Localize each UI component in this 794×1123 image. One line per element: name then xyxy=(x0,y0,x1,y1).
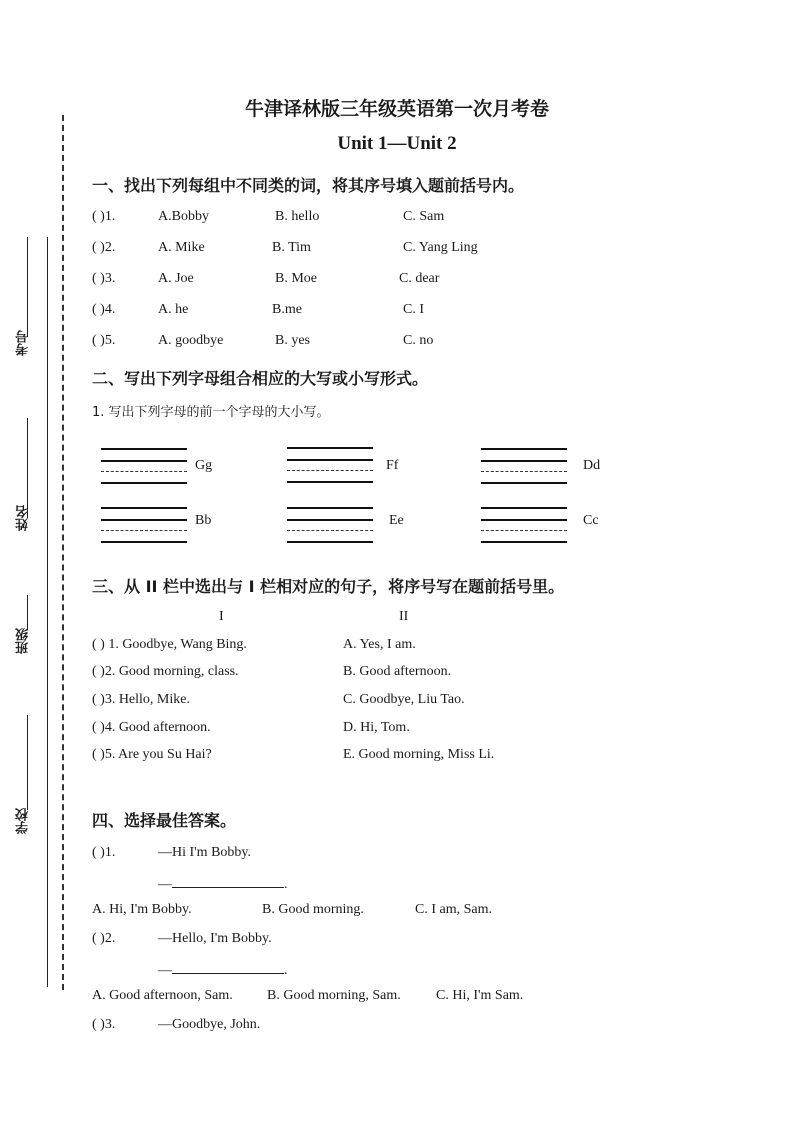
s4-q1-option-a: A. Hi, I'm Bobby. xyxy=(92,902,192,917)
letter-cc: Cc xyxy=(583,513,599,528)
letter-gg: Gg xyxy=(195,458,213,473)
s3-right-b: B. Good afternoon. xyxy=(343,664,452,679)
s1-q3-num: ( )3. xyxy=(92,271,116,286)
s4-q2-blank[interactable] xyxy=(172,961,284,974)
s3-left-1: ( ) 1. Goodbye, Wang Bing. xyxy=(92,637,247,652)
section1-heading: 一、找出下列每组中不同类的词，将其序号填入题前括号内。 xyxy=(92,176,525,195)
s1-q2-a: A. Mike xyxy=(158,240,205,255)
page-title: 牛津译林版三年级英语第一次月考卷 xyxy=(244,99,549,120)
s1-q2-b: B. Tim xyxy=(272,240,311,255)
s1-q5-a: A. goodbye xyxy=(158,333,224,348)
s4-q2-option-c: C. Hi, I'm Sam. xyxy=(436,988,524,1003)
s4-q2-num: ( )2. xyxy=(92,931,116,946)
s1-q5-c: C. no xyxy=(403,333,434,348)
s1-q5-num: ( )5. xyxy=(92,333,116,348)
s4-q2-option-a: A. Good afternoon, Sam. xyxy=(92,988,233,1003)
side-label-banji: 班级 xyxy=(16,628,31,654)
column-i-label: I xyxy=(219,609,224,624)
s4-q2-option-b: B. Good morning, Sam. xyxy=(267,988,401,1003)
s1-q4-c: C. I xyxy=(403,302,424,317)
writing-lines-4 xyxy=(101,505,189,545)
side-label-kaohao: 考号 xyxy=(16,330,31,356)
s4-q2-dash: — xyxy=(158,963,172,978)
s1-q1-num: ( )1. xyxy=(92,209,116,224)
s1-q4-a: A. he xyxy=(158,302,189,317)
section2-instruction: 1. 写出下列字母的前一个字母的大小写。 xyxy=(92,405,330,420)
writing-lines-5 xyxy=(287,505,375,545)
binding-dashed-line xyxy=(62,115,64,990)
section4-heading: 四、选择最佳答案。 xyxy=(92,811,237,830)
s3-right-a: A. Yes, I am. xyxy=(343,637,416,652)
s4-q1-option-c: C. I am, Sam. xyxy=(415,902,492,917)
xuexiao-line xyxy=(27,715,28,810)
s3-left-3: ( )3. Hello, Mike. xyxy=(92,692,190,707)
s3-left-2: ( )2. Good morning, class. xyxy=(92,664,239,679)
s1-q4-num: ( )4. xyxy=(92,302,116,317)
writing-lines-1 xyxy=(101,446,189,486)
writing-lines-6 xyxy=(481,505,569,545)
side-label-xingming: 姓名 xyxy=(16,505,31,531)
section3-heading: 三、从 II 栏中选出与 I 栏相对应的句子，将序号写在题前括号里。 xyxy=(92,577,565,596)
s1-q5-b: B. yes xyxy=(275,333,310,348)
letter-ff: Ff xyxy=(386,458,399,473)
s1-q3-a: A. Joe xyxy=(158,271,194,286)
s1-q2-c: C. Yang Ling xyxy=(403,240,478,255)
writing-lines-2 xyxy=(287,445,375,485)
binding-solid-line xyxy=(47,237,48,987)
banji-line xyxy=(27,595,28,630)
s4-q1-num: ( )1. xyxy=(92,845,116,860)
s4-q1-dash: — xyxy=(158,877,172,892)
s3-right-d: D. Hi, Tom. xyxy=(343,720,410,735)
xingming-line xyxy=(27,418,28,518)
s3-left-4: ( )4. Good afternoon. xyxy=(92,720,211,735)
s4-q1-blank[interactable] xyxy=(172,875,284,888)
column-ii-label: II xyxy=(399,609,409,624)
s4-q1-answer-line: — . xyxy=(158,877,288,892)
s3-right-e: E. Good morning, Miss Li. xyxy=(343,747,495,762)
s4-q1-option-b: B. Good morning. xyxy=(262,902,364,917)
s4-q2-answer-line: — . xyxy=(158,963,288,978)
kaohao-line xyxy=(27,237,28,337)
s1-q1-b: B. hello xyxy=(275,209,320,224)
s1-q1-a: A.Bobby xyxy=(158,209,209,224)
s3-left-5: ( )5. Are you Su Hai? xyxy=(92,747,212,762)
writing-lines-3 xyxy=(481,446,569,486)
section2-heading: 二、写出下列字母组合相应的大写或小写形式。 xyxy=(92,369,429,388)
s1-q2-num: ( )2. xyxy=(92,240,116,255)
letter-bb: Bb xyxy=(195,513,212,528)
page-subtitle: Unit 1—Unit 2 xyxy=(337,133,457,154)
s3-right-c: C. Goodbye, Liu Tao. xyxy=(343,692,465,707)
s4-q3-num: ( )3. xyxy=(92,1017,116,1032)
letter-ee: Ee xyxy=(389,513,404,528)
s1-q3-b: B. Moe xyxy=(275,271,317,286)
side-label-xuexiao: 学校 xyxy=(16,808,31,834)
s1-q4-b: B.me xyxy=(272,302,302,317)
s4-q3-prompt: —Goodbye, John. xyxy=(158,1017,261,1032)
letter-dd: Dd xyxy=(583,458,601,473)
s1-q3-c: C. dear xyxy=(399,271,440,286)
s1-q1-c: C. Sam xyxy=(403,209,445,224)
s4-q1-prompt: —Hi I'm Bobby. xyxy=(158,845,252,860)
s4-q2-prompt: —Hello, I'm Bobby. xyxy=(158,931,272,946)
